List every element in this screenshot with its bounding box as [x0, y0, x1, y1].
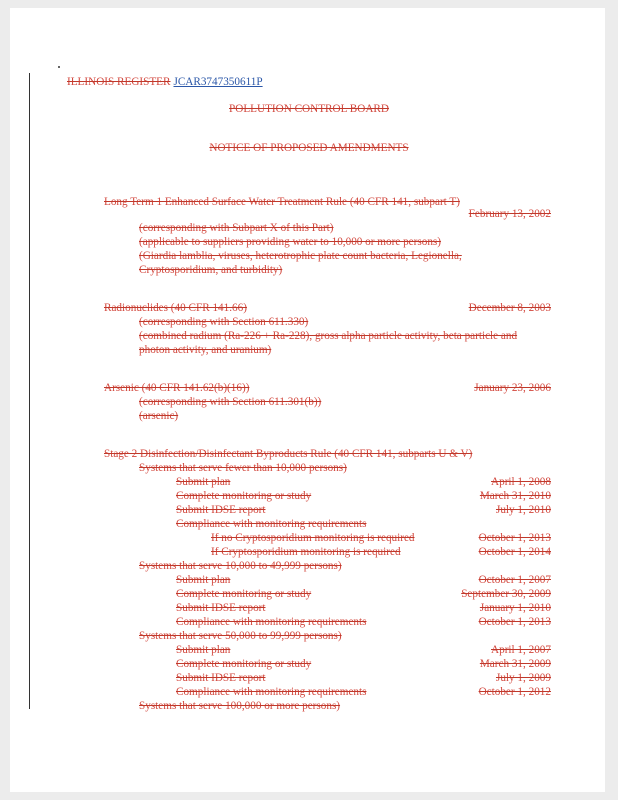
- g3-date3: July 1, 2009: [495, 672, 551, 684]
- g1-sub2: If Cryptosporidium monitoring is required: [211, 546, 401, 558]
- lt1-line1: (corresponding with Subpart X of this Part): [139, 222, 334, 234]
- g1-item2: Complete monitoring or study: [176, 490, 312, 502]
- lt1-date: February 13, 2002: [468, 208, 551, 220]
- g3-date1: April 1, 2007: [491, 644, 551, 656]
- g3-item4: Compliance with monitoring requirements: [176, 686, 367, 698]
- g2-date4: October 1, 2013: [478, 616, 551, 628]
- lt1-title: Long Term 1 Enhanced Surface Water Treatment Rule (40 CFR 141, subpart T): [104, 196, 460, 208]
- g1-date2: March 31, 2010: [479, 490, 551, 502]
- board-title: POLLUTION CONTROL BOARD: [229, 103, 389, 115]
- g2-label: Systems that serve 10,000 to 49,999 persons): [139, 560, 342, 572]
- g2-item4: Compliance with monitoring requirements: [176, 616, 367, 628]
- g1-sub1: If no Cryptosporidium monitoring is required: [211, 532, 415, 544]
- s2-title: Stage 2 Disinfection/Disinfectant Byproducts Rule (40 CFR 141, subparts U & V): [104, 448, 473, 460]
- register-code: JCAR3747350611P: [173, 76, 263, 88]
- g3-date4: October 1, 2012: [478, 686, 551, 698]
- ars-date: January 23, 2006: [474, 382, 551, 394]
- margin-mark: [58, 66, 60, 68]
- g1-item1: Submit plan: [176, 476, 231, 488]
- ars-line2: (arsenic): [139, 410, 179, 422]
- g3-item2: Complete monitoring or study: [176, 658, 312, 670]
- g2-date2: September 30, 2009: [461, 588, 551, 600]
- g1-date1: April 1, 2008: [491, 476, 551, 488]
- rad-line1: (corresponding with Section 611.330): [139, 316, 309, 328]
- lt1-line4: Cryptosporidium, and turbidity): [139, 264, 283, 276]
- g3-label: Systems that serve 50,000 to 99,999 persons): [139, 630, 342, 642]
- g2-item2: Complete monitoring or study: [176, 588, 312, 600]
- g2-date3: January 1, 2010: [479, 602, 551, 614]
- g1-item3: Submit IDSE report: [176, 504, 266, 516]
- register-header: [67, 76, 263, 88]
- g1-subdate1: October 1, 2013: [478, 532, 551, 544]
- rad-title: Radionuclides (40 CFR 141.66): [104, 302, 247, 314]
- g2-date1: October 1, 2007: [478, 574, 551, 586]
- g3-item1: Submit plan: [176, 644, 231, 656]
- g1-label: Systems that serve fewer than 10,000 persons): [139, 462, 347, 474]
- lt1-line3: (Giardia lamblia, viruses, heterotrophic plate count bacteria, Legionella,: [139, 250, 462, 262]
- rad-line2: (combined radium (Ra-226 + Ra-228), gross alpha particle activity, beta particle and: [139, 330, 518, 342]
- margin-rule: [29, 73, 30, 709]
- g2-item1: Submit plan: [176, 574, 231, 586]
- rad-line3: photon activity, and uranium): [139, 344, 272, 356]
- g1-date3: July 1, 2010: [495, 504, 551, 516]
- g1-item4: Compliance with monitoring requirements: [176, 518, 367, 530]
- g3-date2: March 31, 2009: [479, 658, 551, 670]
- ars-title: Arsenic (40 CFR 141.62(b)(16)): [104, 382, 250, 394]
- g3-item3: Submit IDSE report: [176, 672, 266, 684]
- lt1-line2: (applicable to suppliers providing water to 10,000 or more persons): [139, 236, 441, 248]
- g4-label: Systems that serve 100,000 or more persons): [139, 700, 341, 712]
- g1-subdate2: October 1, 2014: [478, 546, 551, 558]
- register-title: ILLINOIS REGISTER: [67, 76, 171, 88]
- notice-title: NOTICE OF PROPOSED AMENDMENTS: [209, 142, 409, 154]
- ars-line1: (corresponding with Section 611.301(b)): [139, 396, 322, 408]
- rad-date: December 8, 2003: [468, 302, 551, 314]
- g2-item3: Submit IDSE report: [176, 602, 266, 614]
